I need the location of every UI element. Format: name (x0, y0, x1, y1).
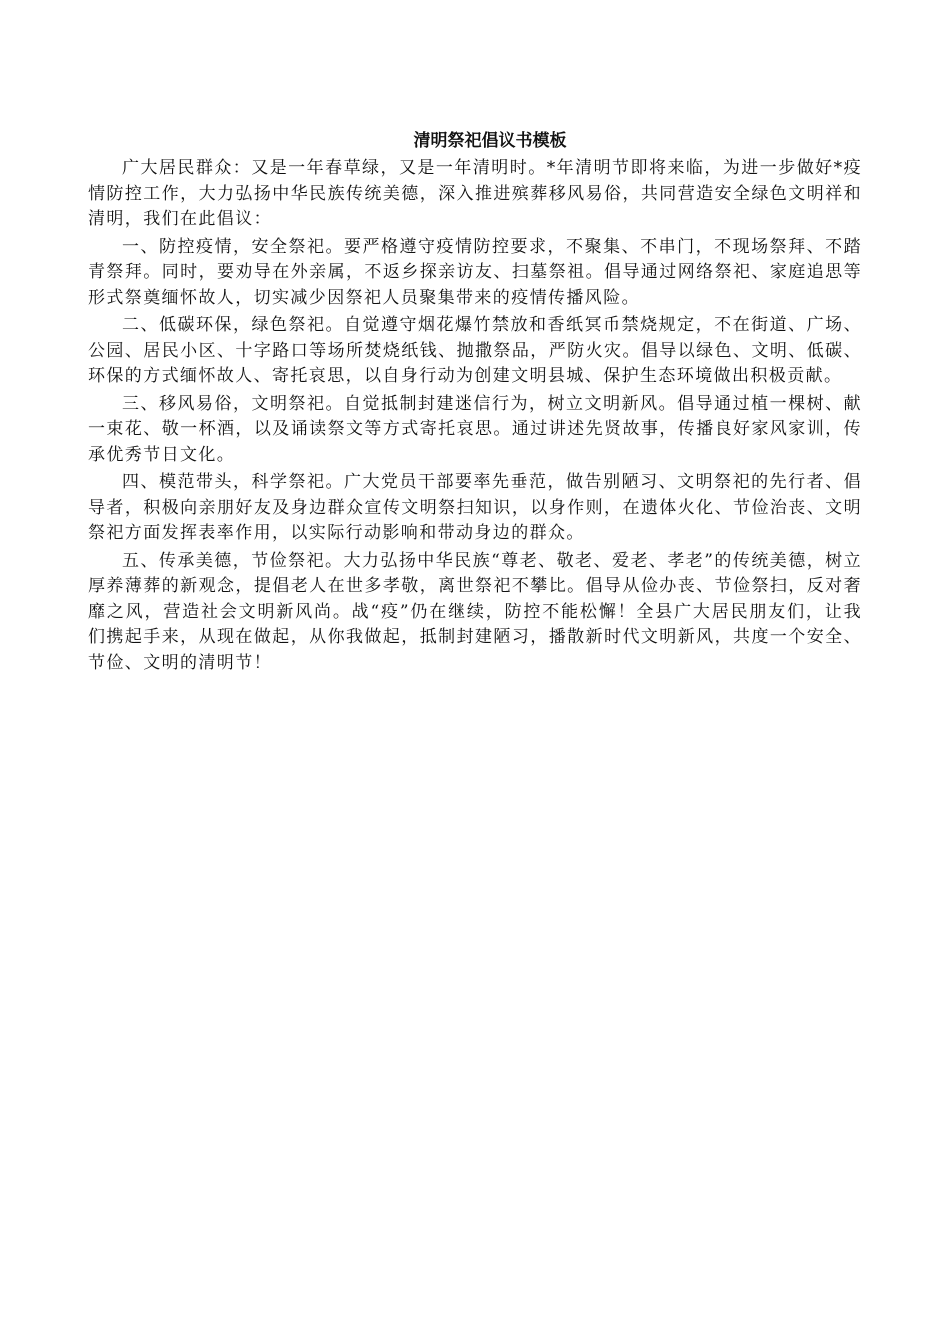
paragraph-point-4: 四、模范带头，科学祭祀。广大党员干部要率先垂范，做告别陋习、文明祭祀的先行者、倡导者，积极向亲朋好友及身边群众宣传文明祭扫知识，以身作则，在遗体火化、节俭治丧、文明祭祀方面发挥表率作用，以实际行动影响和带动身边的群众。 (88, 472, 862, 543)
paragraph-greeting: 广大居民群众：又是一年春草绿，又是一年清明时。*年清明节即将来临，为进一步做好*疫情防控工作，大力弘扬中华民族传统美德，深入推进殡葬移风易俗，共同营造安全绿色文明祥和清明，我们在此倡议： (88, 158, 862, 229)
document-title: 清明祭祀倡议书模板 (413, 131, 567, 151)
paragraph-point-3: 三、移风易俗，文明祭祀。自觉抵制封建迷信行为，树立文明新风。倡导通过植一棵树、献一束花、敬一杯酒，以及诵读祭文等方式寄托哀思。通过讲述先贤故事，传播良好家风家训，传承优秀节日文化。 (88, 393, 862, 465)
document-page (88, 128, 862, 678)
paragraph-point-5: 五、传承美德，节俭祭祀。大力弘扬中华民族“尊老、敬老、爱老、孝老”的传统美德，树立厚养薄葬的新观念，提倡老人在世多孝敬，离世祭祀不攀比。倡导从俭办丧、节俭祭扫，反对奢靡之风，营造社会文明新风尚。战“疫”仍在继续，防控不能松懈！全县广大居民朋友们，让我们携起手来，从现在做起，从你我做起，抵制封建陋习，播散新时代文明新风，共度一个安全、节俭、文明的清明节！ (88, 550, 862, 673)
paragraph-point-1: 一、防控疫情，安全祭祀。要严格遵守疫情防控要求，不聚集、不串门，不现场祭拜、不踏青祭拜。同时，要劝导在外亲属，不返乡探亲访友、扫墓祭祖。倡导通过网络祭祀、家庭追思等形式祭奠缅怀故人，切实减少因祭祀人员聚集带来的疫情传播风险。 (88, 236, 862, 308)
paragraph-point-2: 二、低碳环保，绿色祭祀。自觉遵守烟花爆竹禁放和香纸冥币禁烧规定，不在街道、广场、公园、居民小区、十字路口等场所焚烧纸钱、抛撒祭品，严防火灾。倡导以绿色、文明、低碳、环保的方式缅怀故人、寄托哀思，以自身行动为创建文明县城、保护生态环境做出积极贡献。 (88, 315, 862, 386)
